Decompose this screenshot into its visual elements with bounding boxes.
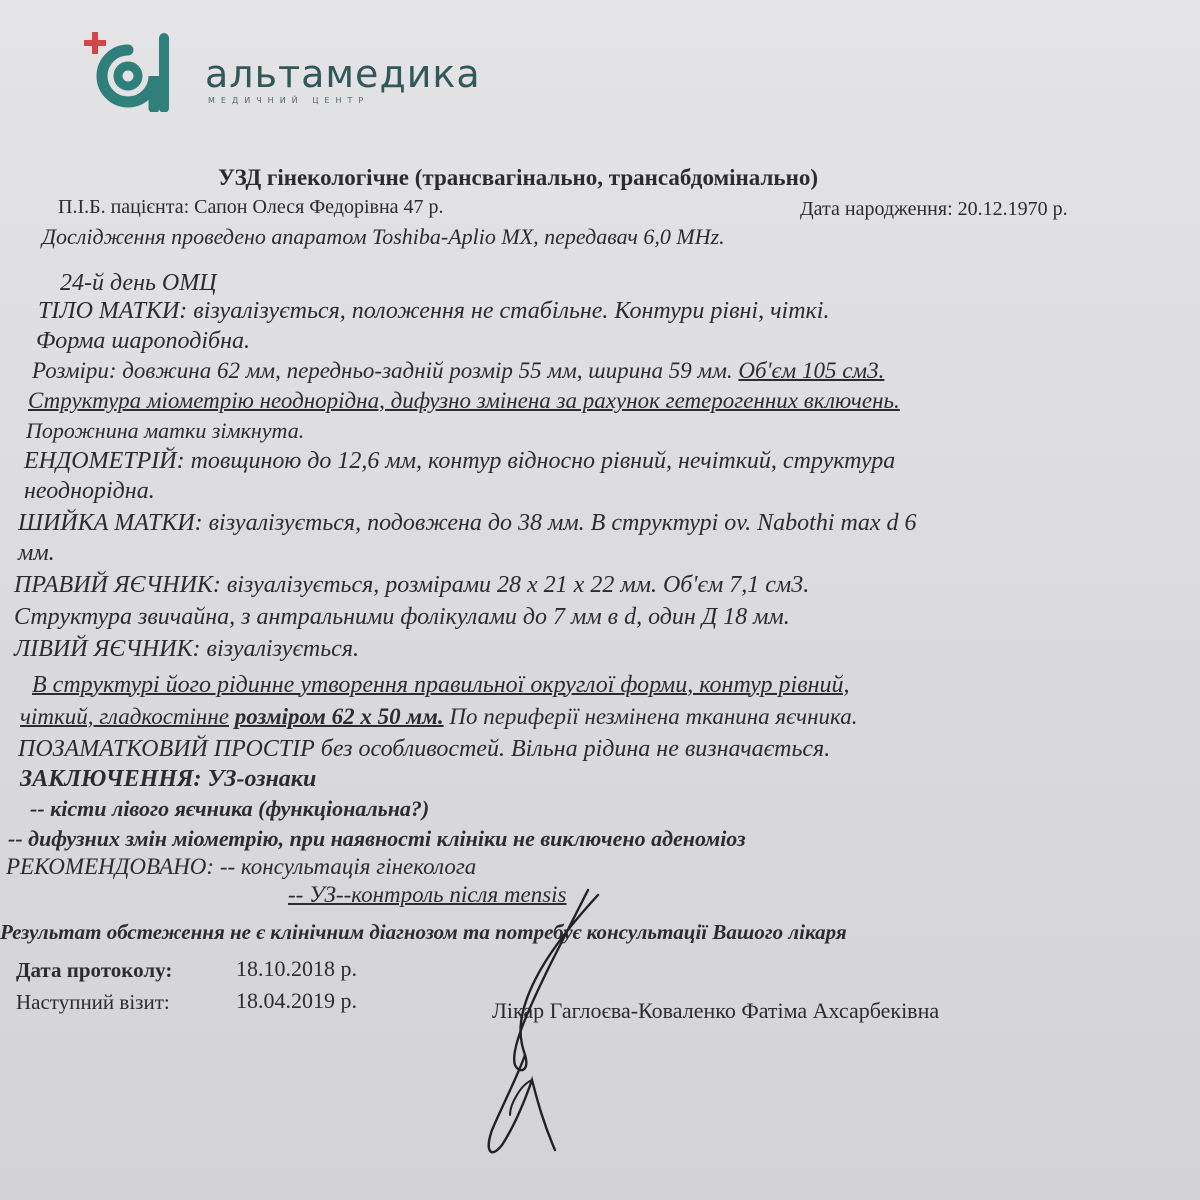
cyst-wall-text: чіткий, гладкостінне bbox=[20, 704, 229, 729]
protocol-date-label: Дата протоколу: bbox=[16, 958, 173, 982]
uterus-body-line: ТІЛО МАТКИ: візуалізується, положення не стабільне. Контури рівні, чіткі. bbox=[38, 298, 830, 324]
cavity-line: Порожнина матки зімкнута. bbox=[26, 418, 305, 443]
next-visit-label: Наступний візит: bbox=[16, 990, 170, 1014]
endometrium-cont-line: неоднорідна. bbox=[24, 478, 155, 504]
left-ovary-structure-line: В структурі його рідинне утворення правильної округлої форми, контур рівний, bbox=[32, 672, 850, 698]
myometrium-line: Структура міометрію неоднорідна, дифузно змінена за рахунок гетерогенних включень. bbox=[28, 388, 900, 413]
left-ovary-line: ЛІВИЙ ЯЄЧНИК: візуалізується. bbox=[14, 636, 359, 662]
next-visit-date: 18.04.2019 р. bbox=[236, 988, 357, 1013]
uterus-size-line bbox=[32, 358, 884, 384]
uterus-size-text: Розміри: довжина 62 мм, передньо-задній розмір 55 мм, ширина 59 мм. bbox=[32, 358, 733, 383]
conclusion-myometrium: -- дифузних змін міометрію, при наявності клініки не виключено аденоміоз bbox=[8, 826, 746, 851]
cervix-cont-line: мм. bbox=[18, 540, 55, 566]
report-title: УЗД гінекологічне (трансвагінально, трансабдомінально) bbox=[218, 165, 818, 190]
patient-name-line: П.І.Б. пацієнта: Сапон Олеся Федорівна 47 р. bbox=[58, 196, 444, 218]
disclaimer-line: Результат обстеження не є клінічним діагнозом та потребує консультації Вашого лікаря bbox=[0, 920, 847, 944]
cervix-line: ШИЙКА МАТКИ: візуалізується, подовжена до 38 мм. В структурі ov. Nabothi max d 6 bbox=[18, 510, 917, 536]
altamedika-logo-icon bbox=[78, 30, 178, 112]
cyst-size-line bbox=[20, 704, 857, 730]
brand-name: альтамедика bbox=[205, 52, 481, 96]
endometrium-line: ЕНДОМЕТРІЙ: товщиною до 12,6 мм, контур відносно рівний, нечіткий, структура bbox=[24, 448, 896, 474]
doctor-name: Лікар Гаглоєва-Коваленко Фатіма Ахсарбеківна bbox=[492, 998, 940, 1023]
brand-subtitle: МЕДИЧНИЙ ЦЕНТР bbox=[208, 96, 370, 105]
device-line: Дослідження проведено апаратом Toshiba-Aplio MX, передавач 6,0 MHz. bbox=[42, 224, 725, 249]
conclusion-cyst: -- кісти лівого яєчника (функціональна?) bbox=[30, 796, 430, 821]
recommendation-line: РЕКОМЕНДОВАНО: -- консультація гінеколога bbox=[6, 854, 477, 879]
right-ovary-structure-line: Структура звичайна, з антральними фолікулами до 7 мм в d, один Д 18 мм. bbox=[14, 604, 790, 630]
uterus-shape-line: Форма шароподібна. bbox=[36, 328, 251, 354]
signature-icon bbox=[480, 880, 600, 1180]
conclusion-heading: ЗАКЛЮЧЕННЯ: УЗ-ознаки bbox=[20, 766, 317, 792]
right-ovary-line: ПРАВИЙ ЯЄЧНИК: візуалізується, розмірами 28 х 21 х 22 мм. Об'єм 7,1 см3. bbox=[14, 572, 810, 598]
birth-date-line: Дата народження: 20.12.1970 р. bbox=[800, 198, 1068, 220]
recommendation-control: -- УЗ--контроль після mensis bbox=[288, 882, 567, 907]
ovary-periphery-text: По периферії незмінена тканина яєчника. bbox=[449, 704, 858, 729]
cycle-day-line: 24-й день ОМЦ bbox=[60, 270, 217, 296]
uterus-volume-text: Об'єм 105 см3. bbox=[738, 358, 885, 383]
cyst-size-text: розміром 62 х 50 мм. bbox=[234, 704, 444, 729]
retrouterine-line: ПОЗАМАТКОВИЙ ПРОСТІР без особливостей. Вільна рідина не визначається. bbox=[18, 736, 831, 762]
protocol-date: 18.10.2018 р. bbox=[236, 956, 357, 981]
